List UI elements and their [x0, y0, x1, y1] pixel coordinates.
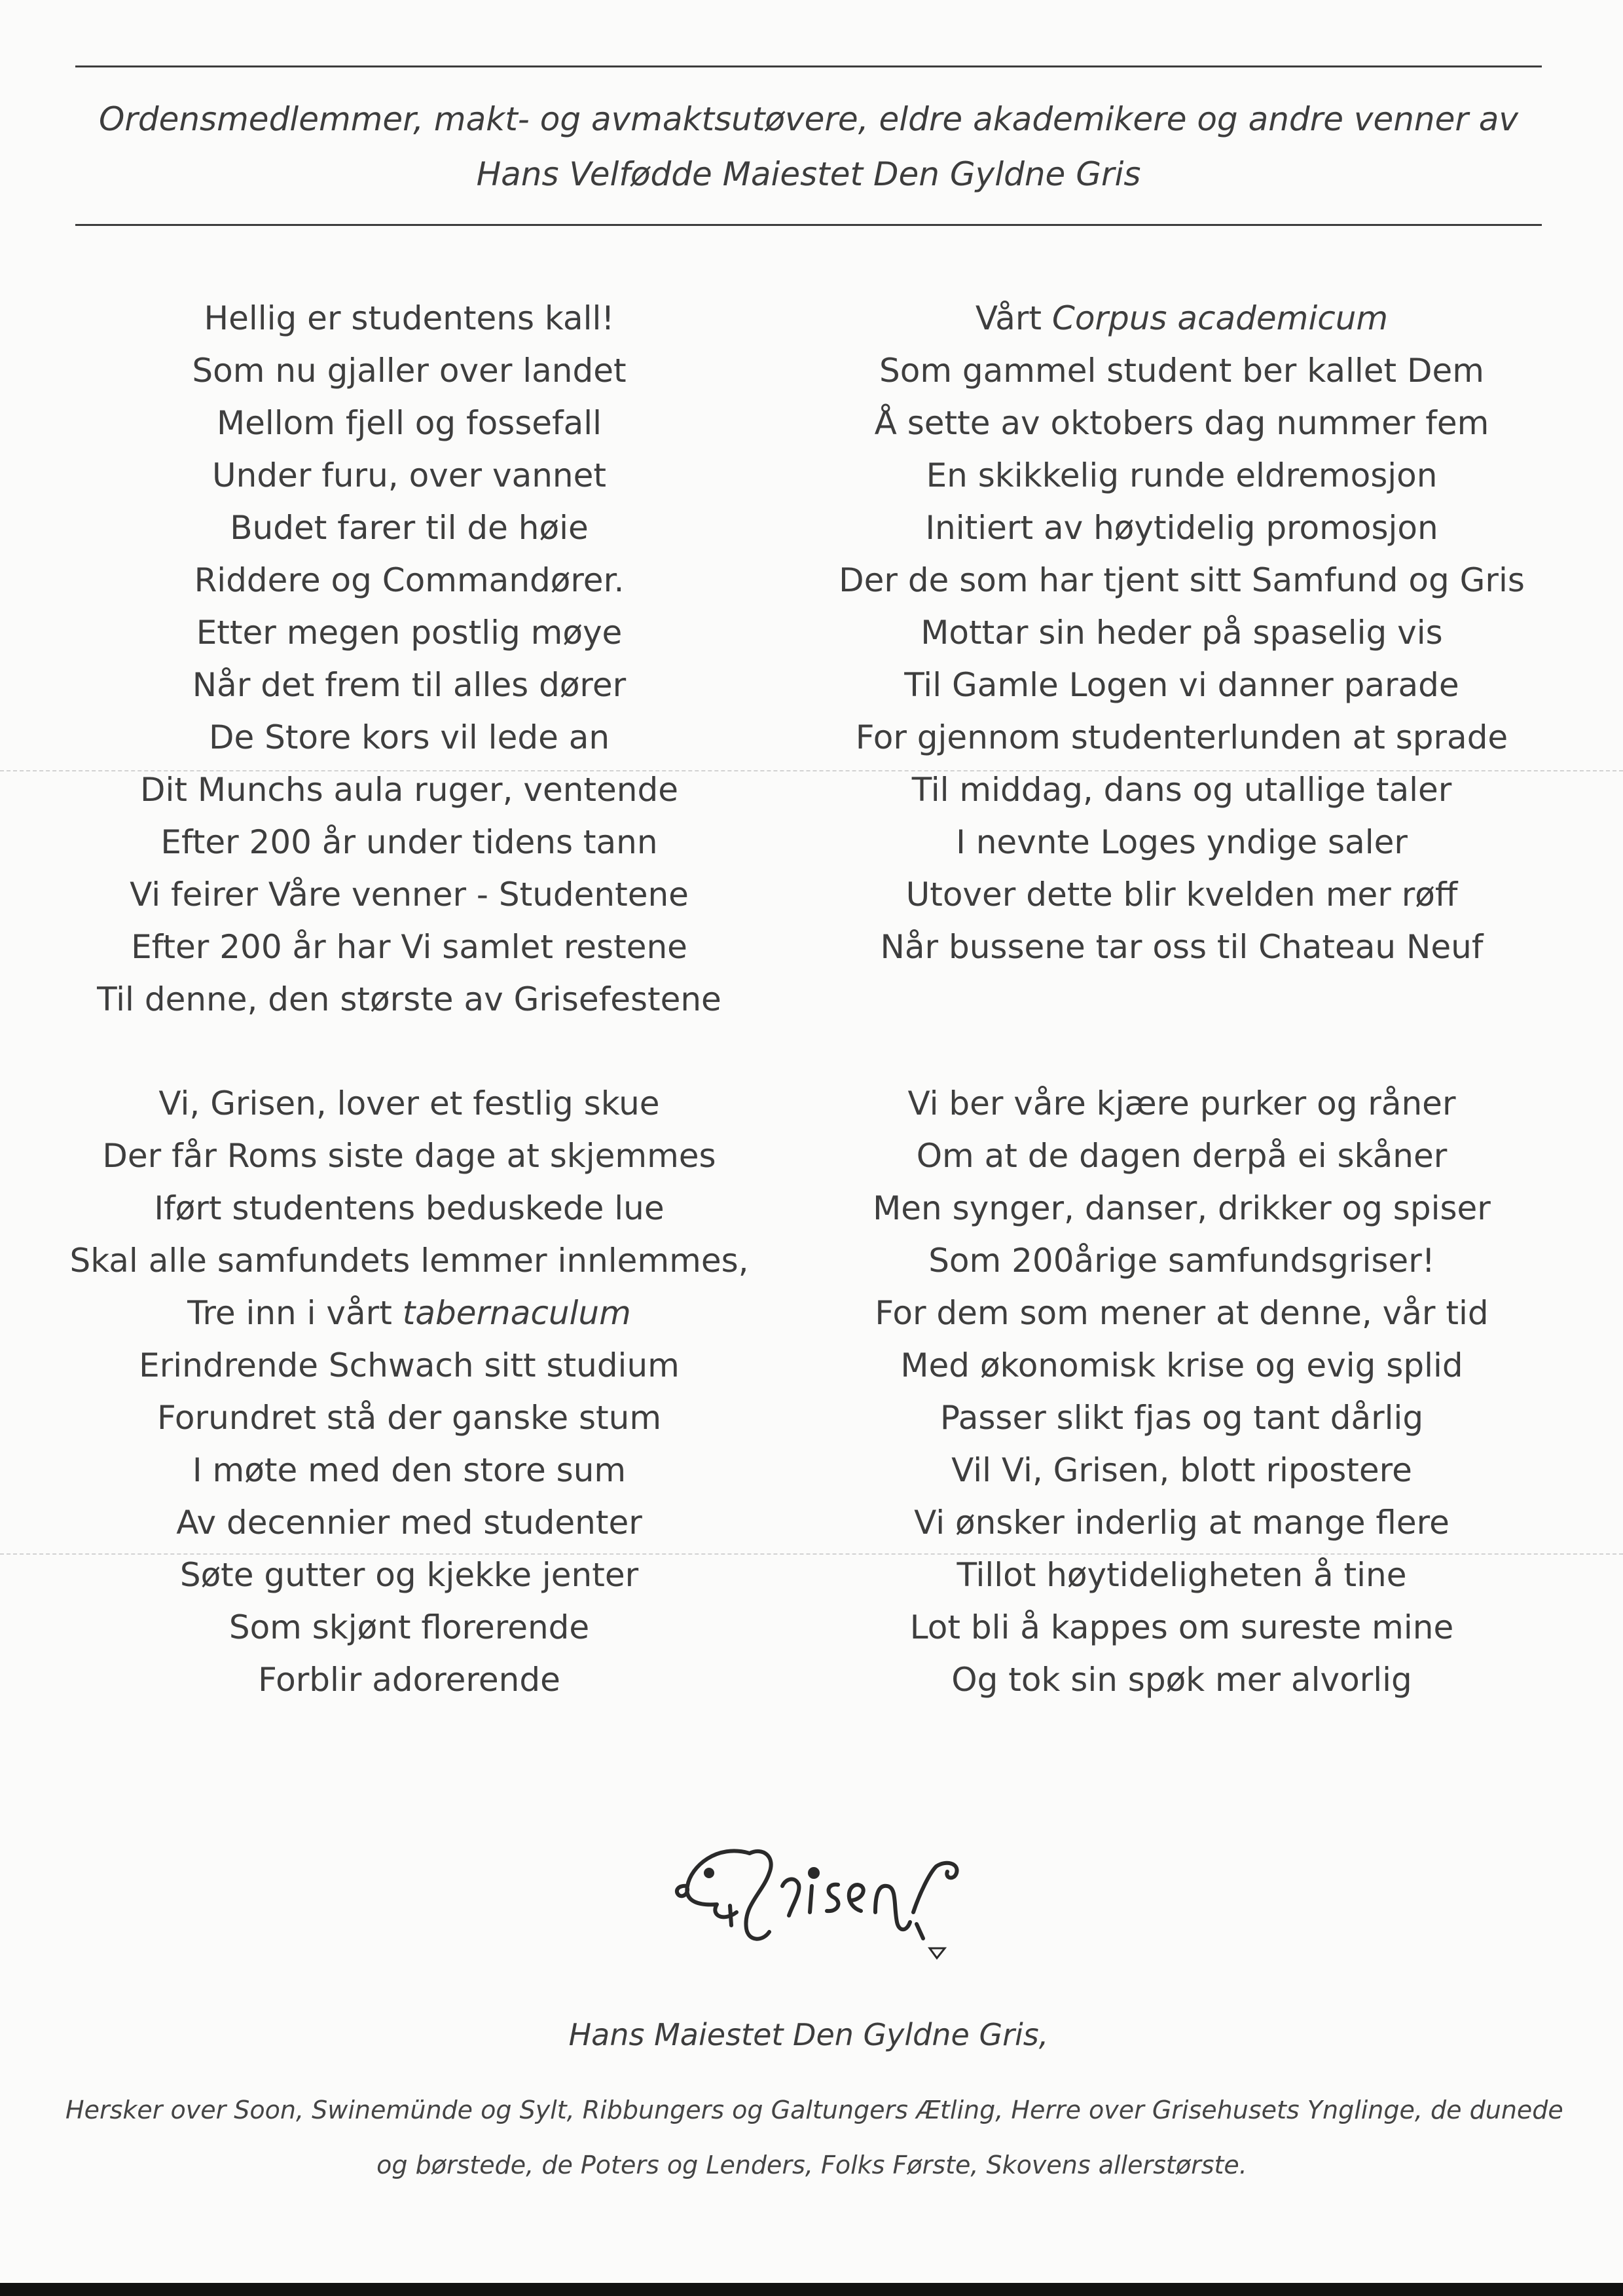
poem-line: For gjennom studenterlunden at sprade [855, 718, 1508, 756]
poem-line: Forundret stå der ganske stum [156, 1399, 662, 1437]
poem-line: Med økonomisk krise og evig splid [900, 1346, 1463, 1384]
signature-titles [65, 2083, 1563, 2193]
poem-line: Søte gutter og kjekke jenter [179, 1556, 639, 1594]
stanza-right-top [812, 292, 1552, 973]
poem-line: Som 200årige samfundsgriser! [928, 1242, 1435, 1280]
poem-line: Vi, Grisen, lover et festlig skue [158, 1084, 660, 1122]
poem-line: Efter 200 år under tidens tann [160, 823, 658, 861]
poem-line: Som skjønt florerende [228, 1608, 590, 1646]
poem-line: Skal alle samfundets lemmer innlemmes, [69, 1242, 749, 1280]
poem-line: Der får Roms siste dage at skjemmes [102, 1137, 716, 1175]
poem-line: Og tok sin spøk mer alvorlig [951, 1661, 1412, 1699]
poem-line: Vil Vi, Grisen, blott ripostere [951, 1451, 1412, 1489]
poem-line: Når bussene tar oss til Chateau Neuf [880, 928, 1484, 966]
poem-line: Vi ønsker inderlig at mange flere [914, 1504, 1450, 1542]
poem-line: I nevnte Loges yndige saler [956, 823, 1408, 861]
poem-line: Under furu, over vannet [212, 456, 606, 494]
poem-line: Vi ber våre kjære purker og råner [907, 1084, 1456, 1122]
poem-line: Etter megen postlig møye [196, 614, 623, 652]
poem-line: Når det frem til alles dører [192, 666, 627, 704]
top-rule [75, 65, 1542, 67]
poem-line: Forblir adorerende [258, 1661, 560, 1699]
poem-line: Som gammel student ber kallet Dem [879, 352, 1484, 390]
poem-line: Utover dette blir kvelden mer røff [905, 876, 1458, 914]
poem-line: Mottar sin heder på spaselig vis [921, 614, 1443, 652]
poem-line: Som nu gjaller over landet [192, 352, 627, 390]
poem-line: Efter 200 år har Vi samlet restene [131, 928, 687, 966]
poem-line [812, 292, 1552, 344]
stanza-left-bottom [39, 1077, 779, 1706]
poem-line: Tillot høytideligheten å tine [957, 1556, 1407, 1594]
salutation-line-1: Ordensmedlemmer, makt- og avmaktsutøvere, eldre akademikere og andre venner av [98, 100, 1519, 138]
poem-line: Av decennier med studenter [176, 1504, 642, 1542]
poem-line: Der de som har tjent sitt Samfund og Gris [839, 561, 1525, 599]
latin-word: tabernaculum [402, 1294, 631, 1332]
signature-title: Hans Maiestet Den Gyldne Gris, [568, 2017, 1049, 2052]
salutation-header [75, 92, 1542, 202]
latin-phrase: Corpus academicum [1051, 299, 1389, 337]
poem-line: Hellig er studentens kall! [204, 299, 615, 337]
poem-line: Vi feirer Våre venner - Studentene [130, 876, 689, 914]
poem-line: Initiert av høytidelig promosjon [925, 509, 1438, 547]
titles-line-1: Hersker over Soon, Swinemünde og Sylt, Ribbungers og Galtungers Ætling, Herre over Grisehusets Ynglinge, de dunede [65, 2096, 1563, 2124]
stanza-right-bottom [812, 1077, 1552, 1706]
scan-edge [0, 2283, 1623, 2296]
poem-text: Tre inn i vårt [187, 1294, 403, 1332]
salutation-line-2: Hans Velfødde Maiestet Den Gyldne Gris [476, 155, 1141, 193]
titles-line-2: og børstede, de Poters og Lenders, Folks Første, Skovens allerstørste. [376, 2151, 1247, 2179]
poem-line: Til middag, dans og utallige taler [911, 771, 1452, 809]
poem-line: Passer slikt fjas og tant dårlig [939, 1399, 1424, 1437]
poem-line: Erindrende Schwach sitt studium [139, 1346, 680, 1384]
poem-line: Til denne, den største av Grisefestene [97, 980, 721, 1018]
poem-line: Mellom fjell og fossefall [216, 404, 602, 442]
poem-line: De Store kors vil lede an [208, 718, 610, 756]
poem-text: Vårt [975, 299, 1052, 337]
poem-line: For dem som mener at denne, vår tid [875, 1294, 1489, 1332]
poem-line: I møte med den store sum [192, 1451, 627, 1489]
poem-line: Iført studentens beduskede lue [154, 1189, 665, 1227]
poem-line: Lot bli å kappes om sureste mine [909, 1608, 1454, 1646]
grisen-pig-logo [671, 1807, 972, 1965]
poem-line: Om at de dagen derpå ei skåner [916, 1137, 1448, 1175]
poem-line: Å sette av oktobers dag nummer fem [874, 404, 1489, 442]
poem-line: Budet farer til de høie [230, 509, 589, 547]
bottom-rule [75, 224, 1542, 226]
stanza-left-top [39, 292, 779, 1026]
poem-line [39, 1287, 779, 1339]
poem-line: Riddere og Commandører. [194, 561, 625, 599]
poem-line: Til Gamle Logen vi danner parade [904, 666, 1459, 704]
poem-line: En skikkelig runde eldremosjon [926, 456, 1438, 494]
poem-line: Men synger, danser, drikker og spiser [873, 1189, 1491, 1227]
poem-line: Dit Munchs aula ruger, ventende [140, 771, 678, 809]
